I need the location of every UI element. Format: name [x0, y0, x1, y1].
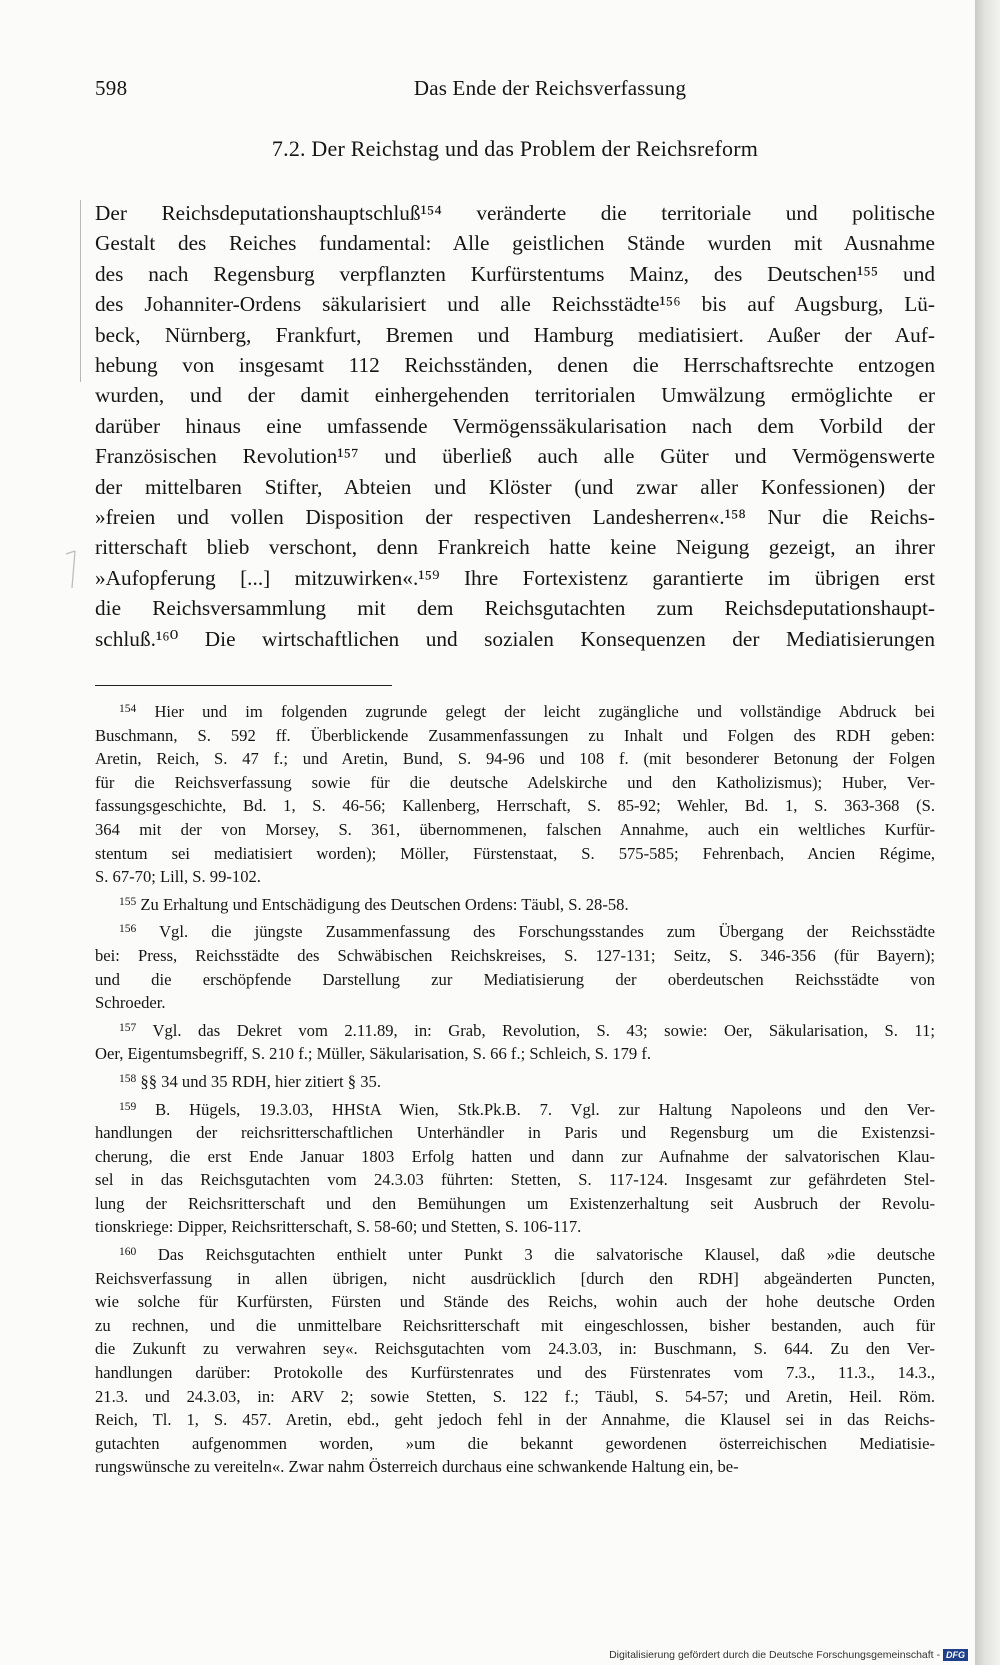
- footnote-first-line: [95, 891, 935, 917]
- footnote-text-line: Reichsverfassung in allen übrigen, nicht ausdrücklich [durch den RDH] abgeänderten Puncten,: [95, 1268, 935, 1288]
- body-text-line: der mittelbaren Stifter, Abteien und Klöster (und zwar aller Konfessionen) der: [95, 474, 935, 499]
- footnote-text-line: tionskriege: Dipper, Reichsritterschaft, S. 58-60; und Stetten, S. 106-117.: [95, 1217, 582, 1237]
- footnote-rule: [95, 685, 392, 686]
- footnote-text-line: und die erschöpfende Darstellung zur Mediatisierung der oberdeutschen Reichsstädte von: [95, 969, 935, 989]
- footnote-number: 157: [119, 1021, 137, 1034]
- credit-text: Digitalisierung gefördert durch die Deutsche Forschungsgemeinschaft -: [609, 1649, 940, 1661]
- footnote-155: [95, 891, 935, 917]
- footnote-text-line: Oer, Eigentumsbegriff, S. 210 f.; Müller, Säkularisation, S. 66 f.; Schleich, S. 179 f.: [95, 1044, 652, 1064]
- footnote-number: 158: [119, 1072, 137, 1085]
- body-text-line: Der Reichsdeputationshauptschluß¹⁵⁴ veränderte die territoriale und politische: [95, 201, 935, 225]
- footnote-text-line: die Zukunft zu verwahren sey«. Reichsgutachten vom 24.3.03, in: Buschmann, S. 644. Zu den Ver-: [95, 1339, 935, 1359]
- footnote-first-line: [95, 698, 935, 724]
- footnotes: [95, 698, 935, 1481]
- footnote-number: 155: [119, 895, 137, 908]
- footnote-text-line: Aretin, Reich, S. 47 f.; und Aretin, Bund, S. 94-96 und 108 f. (mit besonderer Betonung der Folgen: [95, 749, 935, 769]
- footnote-158: [95, 1068, 935, 1094]
- footnote-text-line: Zu Erhaltung und Entschädigung des Deutschen Ordens: Täubl, S. 28-58.: [140, 894, 629, 914]
- footnote-number: 156: [119, 923, 137, 936]
- body-text-line: die Reichsversammlung mit dem Reichsgutachten zum Reichsdeputationshaupt-: [95, 596, 935, 621]
- footnote-first-line: [95, 1241, 935, 1267]
- footnote-text-line: 364 mit der von Morsey, S. 361, übernommenen, falschen Annahme, auch ein weltliches Kurfür-: [95, 819, 935, 839]
- footnote-text-line: B. Hügels, 19.3.03, HHStA Wien, Stk.Pk.B. 7. Vgl. zur Haltung Napoleons und den Ver-: [155, 1099, 935, 1119]
- footnote-text-line: Reich, Tl. 1, S. 457. Aretin, ebd., geht jedoch fehl in der Annahme, die Klausel sei in das Reichs-: [95, 1410, 935, 1430]
- page-number: 598: [95, 76, 128, 100]
- body-text-line: beck, Nürnberg, Frankfurt, Bremen und Hamburg mediatisiert. Außer der Auf-: [95, 322, 935, 347]
- footnote-text-line: gutachten aufgenommen worden, »um die bekannt gewordenen österreichischen Mediatisie-: [95, 1433, 935, 1453]
- footnote-text-line: zu rechnen, und die unmittelbare Reichsritterschaft mit eingeschlossen, bisher bestanden, auch für: [95, 1315, 935, 1335]
- footnote-first-line: [95, 918, 935, 944]
- pencil-margin-mark: [64, 548, 80, 590]
- body-text-line: darüber hinaus eine umfassende Vermögenssäkularisation nach dem Vorbild der: [95, 413, 935, 438]
- footnote-text-line: stentum sei mediatisiert worden); Möller, Fürstenstaat, S. 575-585; Fehrenbach, Ancien Régime,: [95, 843, 935, 863]
- footnote-text-line: sel in das Reichsgutachten vom 24.3.03 führten: Stetten, S. 117-124. Insgesamt zur gefährdeten Stel-: [95, 1170, 935, 1190]
- section-heading: 7.2. Der Reichstag und das Problem der Reichsreform: [271, 136, 759, 161]
- footnote-text-line: bei: Press, Reichsstädte des Schwäbischen Reichskreises, S. 127-131; Seitz, S. 346-356 (für Bayern);: [95, 945, 935, 965]
- pencil-margin-line: [80, 200, 84, 382]
- footnote-text-line: 21.3. und 24.3.03, in: ARV 2; sowie Stetten, S. 122 f.; Täubl, S. 54-57; und Aretin, Heil. Röm.: [95, 1386, 935, 1406]
- footnote-text-line: cherung, die erst Ende Januar 1803 Erfolg hatten und dann zur Aufnahme der salvatorischen Klau-: [95, 1146, 935, 1166]
- footnote-159: [95, 1096, 935, 1240]
- body-text-line: Gestalt des Reiches fundamental: Alle geistlichen Stände wurden mit Ausnahme: [95, 231, 935, 256]
- page-edge-shadow: [975, 0, 1000, 1665]
- body-text-line: ritterschaft blieb verschont, denn Frankreich hatte keine Neigung gezeigt, an ihrer: [95, 535, 935, 560]
- body-text-line: »freien und vollen Disposition der respectiven Landesherren«.¹⁵⁸ Nur die Reichs-: [95, 505, 935, 530]
- footnote-text-line: Schroeder.: [95, 993, 166, 1013]
- footnote-157: [95, 1017, 935, 1066]
- footnote-text-line: Hier und im folgenden zugrunde gelegt der leicht zugängliche und vollständige Abdruck bei: [154, 702, 935, 721]
- footnote-text-line: für die Reichsverfassung sowie für die deutsche Adelskirche und den Katholizismus); Huber, Ver-: [95, 772, 935, 792]
- footnote-text-line: Das Reichsgutachten enthielt unter Punkt 3 die salvatorische Klausel, daß »die deutsche: [157, 1245, 935, 1265]
- main-body-text: [95, 198, 935, 654]
- footnote-156: [95, 918, 935, 1014]
- footnote-text-line: handlungen der reichsritterschaftlichen Unterhändler in Paris und Regensburg um die Existenzsi-: [95, 1123, 935, 1143]
- body-text-line: hebung von insgesamt 112 Reichsständen, denen die Herrschaftsrechte entzogen: [95, 353, 935, 378]
- footnote-text-line: rungswünsche zu vereiteln«. Zwar nahm Österreich durchaus eine schwankende Haltung ein, be-: [95, 1457, 739, 1477]
- footnote-text-line: §§ 34 und 35 RDH, hier zitiert § 35.: [140, 1071, 381, 1091]
- footnote-text-line: lung der Reichsritterschaft und den Bemühungen um Existenzerhaltung seit Ausbruch der Revolu-: [95, 1193, 935, 1213]
- footnote-text-line: Vgl. die jüngste Zusammenfassung des Forschungsstandes zum Übergang der Reichsstädte: [159, 922, 935, 942]
- footnote-number: 159: [119, 1100, 137, 1113]
- body-text-line: »Aufopferung [...] mitzuwirken«.¹⁵⁹ Ihre Fortexistenz garantierte im übrigen erst: [95, 565, 935, 590]
- footnote-text-line: Buschmann, S. 592 ff. Überblickende Zusammenfassungen zu Inhalt und Folgen des RDH geben:: [95, 725, 935, 745]
- running-head: Das Ende der Reichsverfassung: [413, 76, 687, 100]
- footnote-first-line: [95, 1096, 935, 1122]
- dfg-logo: DFG: [943, 1649, 968, 1661]
- page-header: [95, 76, 935, 110]
- footnote-first-line: [95, 1068, 935, 1094]
- footnote-first-line: [95, 1017, 935, 1043]
- body-text-line: des nach Regensburg verpflanzten Kurfürstentums Mainz, des Deutschen¹⁵⁵ und: [95, 261, 935, 286]
- footnote-text-line: S. 67-70; Lill, S. 99-102.: [95, 867, 261, 887]
- footnote-number: 160: [119, 1246, 137, 1259]
- footnote-154: [95, 698, 935, 889]
- footnote-text-line: fassungsgeschichte, Bd. 1, S. 46-56; Kallenberg, Herrschaft, S. 85-92; Wehler, Bd. 1, S. 363-368 (S.: [95, 796, 935, 816]
- digitization-credit: [609, 1649, 968, 1661]
- body-text-line: des Johanniter-Ordens säkularisiert und alle Reichsstädte¹⁵⁶ bis auf Augsburg, Lü-: [95, 292, 935, 317]
- footnote-text-line: handlungen darüber: Protokolle des Kurfürstenrates und des Fürstenrates vom 7.3., 11.3., 14.3.,: [95, 1363, 935, 1383]
- footnote-text-line: wie solche für Kurfürsten, Fürsten und Stände des Reichs, wohin auch der hohe deutsche Orden: [95, 1292, 935, 1312]
- body-text-line: Französischen Revolution¹⁵⁷ und überließ auch alle Güter und Vermögenswerte: [95, 444, 935, 469]
- footnote-160: [95, 1241, 935, 1479]
- body-text-line: schluß.¹⁶⁰ Die wirtschaftlichen und sozialen Konsequenzen der Mediatisierungen: [95, 626, 935, 651]
- body-text-line: wurden, und der damit einhergehenden territorialen Umwälzung ermöglichte er: [95, 383, 935, 408]
- footnote-text-line: Vgl. das Dekret vom 2.11.89, in: Grab, Revolution, S. 43; sowie: Oer, Säkularisation, S. 11;: [152, 1020, 935, 1040]
- footnote-number: 154: [119, 703, 137, 715]
